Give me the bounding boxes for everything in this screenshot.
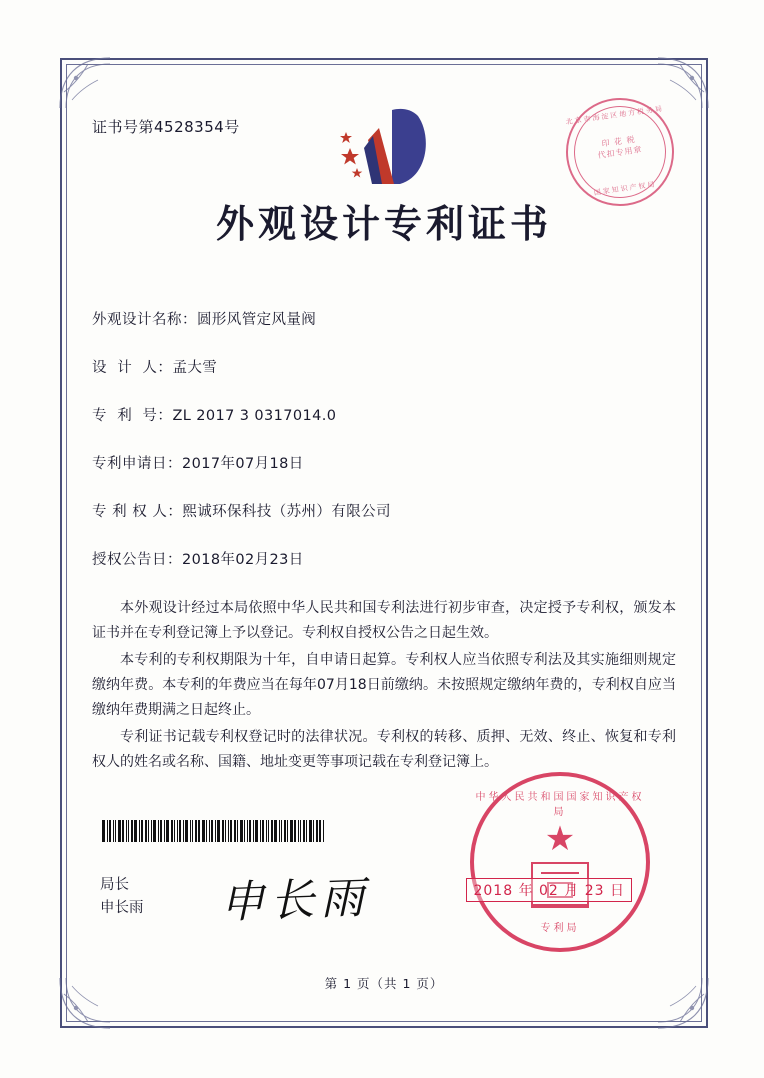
- barcode-bar: [237, 820, 238, 842]
- barcode-bar: [303, 820, 305, 842]
- field-value: 圆形风管定风量阀: [197, 312, 317, 328]
- barcode-bar: [185, 820, 188, 842]
- barcode-bar: [244, 820, 245, 842]
- barcode-bar: [309, 820, 312, 842]
- seal-arc-top-text: 北京市海淀区地方税务局: [565, 104, 665, 127]
- paragraph: 专利证书记载专利权登记时的法律状况。专利权的转移、质押、无效、终止、恢复和专利权人的姓名或名称、国籍、地址变更等事项记载在专利登记簿上。: [92, 729, 676, 770]
- barcode-bar: [195, 820, 197, 842]
- barcode-bar: [284, 820, 286, 842]
- barcode-bar: [151, 820, 152, 842]
- barcode-bar: [222, 820, 224, 842]
- field-patentee: [92, 500, 676, 521]
- barcode-bar: [171, 820, 173, 842]
- barcode: [102, 820, 325, 842]
- barcode-bar: [271, 820, 273, 842]
- barcode-bar: [153, 820, 156, 842]
- barcode-bar: [290, 820, 293, 842]
- barcode-bar: [190, 820, 191, 842]
- barcode-bar: [198, 820, 200, 842]
- barcode-bar: [134, 820, 137, 842]
- certificate-number: 证书号第4528354号: [92, 118, 240, 136]
- barcode-bar: [268, 820, 269, 842]
- barcode-bar: [141, 820, 143, 842]
- barcode-bar: [249, 820, 251, 842]
- seal-center-text: 印 花 税 代扣专用章: [597, 134, 643, 161]
- seal-date: 2018 年 02 月 23 日: [466, 878, 632, 902]
- barcode-bar: [139, 820, 140, 842]
- barcode-bar: [313, 820, 314, 842]
- barcode-bar: [228, 820, 229, 842]
- field-label: 专利申请日：: [92, 456, 182, 472]
- barcode-bar: [266, 820, 267, 842]
- field-design-name: [92, 308, 676, 329]
- barcode-bar: [316, 820, 318, 842]
- barcode-bar: [206, 820, 207, 842]
- director-label: 局长: [100, 877, 129, 893]
- field-value: 孟大雪: [172, 360, 218, 376]
- barcode-bar: [279, 820, 280, 842]
- page-title: 外观设计专利证书: [215, 202, 552, 246]
- seal-arc-bottom-text: 专利局: [540, 923, 580, 934]
- barcode-bar: [179, 820, 181, 842]
- barcode-bar: [323, 820, 324, 842]
- field-label: 授权公告日：: [92, 552, 182, 568]
- field-patent-number: [92, 404, 676, 425]
- field-designer: [92, 356, 676, 377]
- barcode-bar: [234, 820, 236, 842]
- barcode-bar: [118, 820, 121, 842]
- barcode-bar: [298, 820, 299, 842]
- barcode-bar: [131, 820, 133, 842]
- barcode-bar: [215, 820, 216, 842]
- field-value: 2018年02月23日: [182, 552, 304, 568]
- barcode-bar: [274, 820, 277, 842]
- barcode-bar: [174, 820, 175, 842]
- barcode-bar: [247, 820, 248, 842]
- barcode-bar: [122, 820, 124, 842]
- barcode-bar: [240, 820, 243, 842]
- fields-list: [92, 308, 676, 569]
- barcode-bar: [115, 820, 116, 842]
- barcode-bar: [107, 820, 108, 842]
- barcode-bar: [202, 820, 205, 842]
- field-value: 熙诚环保科技（苏州）有限公司: [182, 504, 391, 520]
- barcode-bar: [225, 820, 226, 842]
- field-label: 专 利 号：: [92, 408, 173, 424]
- barcode-bar: [319, 820, 321, 842]
- barcode-bar: [260, 820, 261, 842]
- barcode-bar: [253, 820, 254, 842]
- barcode-bar: [255, 820, 258, 842]
- barcode-bar: [160, 820, 162, 842]
- barcode-bar: [217, 820, 220, 842]
- seal-arc-top-text: 中华人民共和国国家知识产权局: [475, 792, 645, 818]
- barcode-bar: [192, 820, 193, 842]
- barcode-bar: [128, 820, 129, 842]
- barcode-bar: [164, 820, 165, 842]
- barcode-bar: [177, 820, 178, 842]
- barcode-bar: [300, 820, 301, 842]
- barcode-bar: [183, 820, 184, 842]
- seal-arc-bottom-text: 国家知识产权局: [593, 180, 657, 197]
- barcode-bar: [209, 820, 210, 842]
- barcode-bar: [281, 820, 282, 842]
- handwritten-signature: 申长雨: [219, 872, 372, 929]
- barcode-bar: [148, 820, 149, 842]
- barcode-bar: [102, 820, 105, 842]
- field-value: 2017年07月18日: [182, 456, 304, 472]
- sipo-logo-icon: [332, 106, 452, 192]
- barcode-bar: [145, 820, 147, 842]
- barcode-bar: [109, 820, 111, 842]
- paragraph: 本专利的专利权期限为十年，自申请日起算。专利权人应当依照专利法及其实施细则规定缴纳年费。本专利的年费应当在每年07月18日前缴纳。未按照规定缴纳年费的，专利权自应当缴纳年费期满之日起终止。: [92, 652, 676, 718]
- field-label: 外观设计名称：: [92, 312, 197, 328]
- body-text: [92, 596, 676, 775]
- certificate-content: [92, 92, 676, 998]
- field-label: 专 利 权 人：: [92, 504, 183, 520]
- barcode-bar: [126, 820, 127, 842]
- field-label: 设 计 人：: [92, 360, 173, 376]
- barcode-bar: [262, 820, 264, 842]
- official-seal: [470, 772, 650, 952]
- barcode-bar: [230, 820, 232, 842]
- barcode-bar: [166, 820, 169, 842]
- field-grant-date: [92, 548, 676, 569]
- director-name: 申长雨: [100, 900, 144, 916]
- barcode-bar: [113, 820, 114, 842]
- barcode-bar: [306, 820, 307, 842]
- barcode-bar: [211, 820, 213, 842]
- star-icon: ★: [544, 819, 576, 859]
- field-application-date: [92, 452, 676, 473]
- page-footer: 第 1 页（共 1 页）: [324, 976, 444, 991]
- director-block: [100, 874, 144, 920]
- paragraph: 本外观设计经过本局依照中华人民共和国专利法进行初步审查，决定授予专利权，颁发本证书并在专利登记簿上予以登记。专利权自授权公告之日起生效。: [92, 600, 676, 641]
- barcode-bar: [294, 820, 296, 842]
- field-value: ZL 2017 3 0317014.0: [172, 408, 337, 424]
- barcode-bar: [287, 820, 288, 842]
- barcode-bar: [158, 820, 159, 842]
